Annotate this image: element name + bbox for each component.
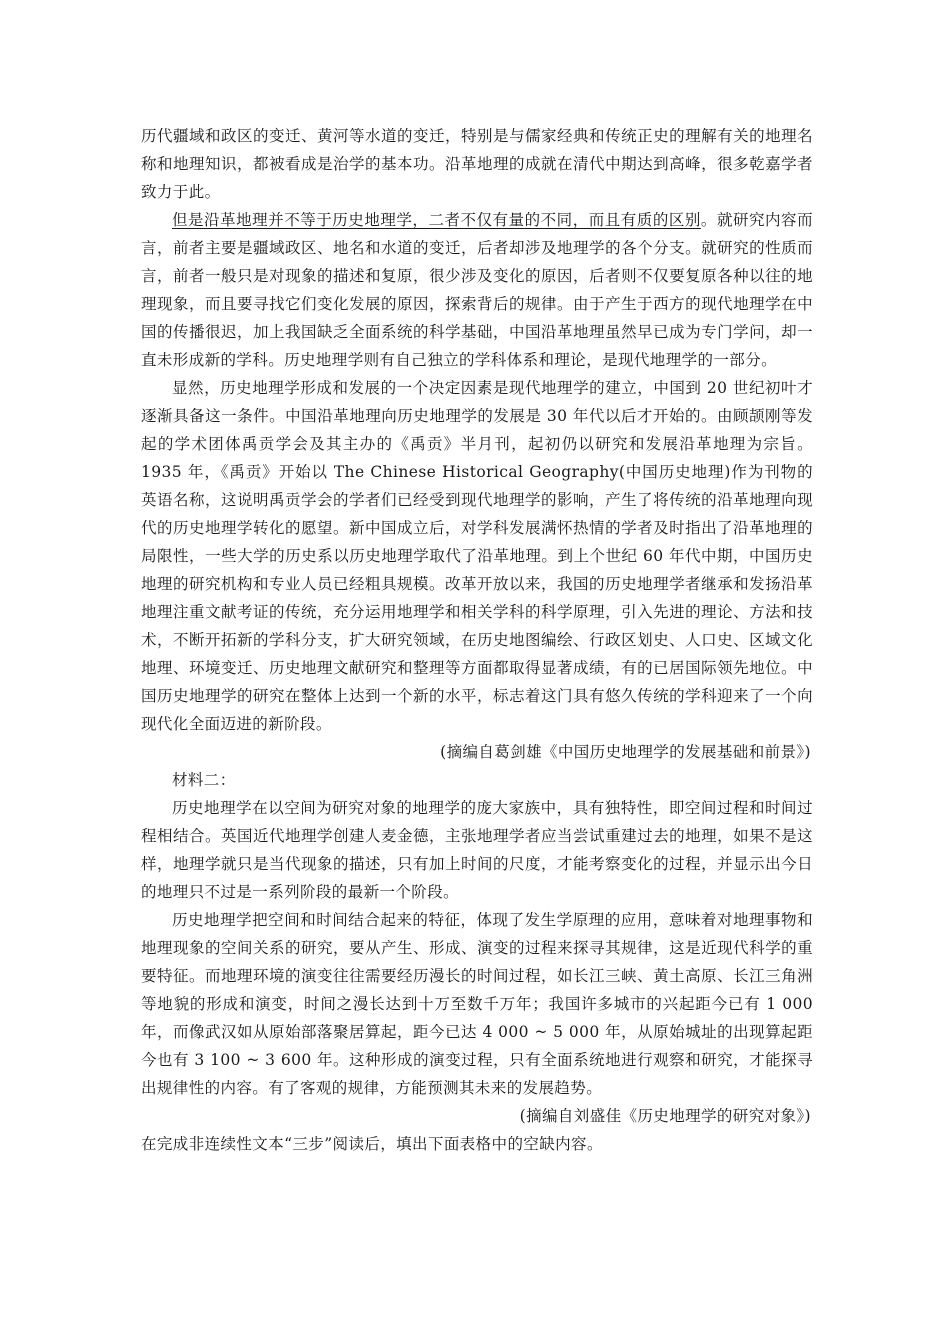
passage1-source: (摘编自葛剑雄《中国历史地理学的发展基础和前景》) [440, 743, 811, 761]
passage1-paragraph-2 [141, 206, 813, 374]
passage2-paragraph-1: 历史地理学在以空间为研究对象的地理学的庞大家族中，具有独特性，即空间过程和时间过程相结合。英国近代地理学创建人麦金德，主张地理学者应当尝试重建过去的地理，如果不是这样，地理学就只是当代现象的描述，只有加上时间的尺度，才能考察变化的过程，并显示出今日的地理只不过是一系列阶段的最新一个阶段。 [141, 799, 813, 901]
passage1-paragraph-3: 显然，历史地理学形成和发展的一个决定因素是现代地理学的建立，中国到 20 世纪初叶才逐渐具备这一条件。中国沿革地理向历史地理学的发展是 30 年代以后才开始的。由顾颉刚等发起的学术团体禹贡学会及其主办的《禹贡》半月刊，起初仍以研究和发展沿革地理为宗旨。1935 年，《禹贡》开始以 The Chinese Historical Geography(中国历史地理)作为刊物的英语名称，这说明禹贡学会的学者们已经受到现代地理学的影响，产生了将传统的沿革地理向现代的历史地理学转化的愿望。新中国成立后，对学科发展满怀热情的学者及时指出了沿革地理的局限性，一些大学的历史系以历史地理学取代了沿革地理。到上个世纪 60 年代中期，中国历史地理的研究机构和专业人员已经粗具规模。改革开放以来，我国的历史地理学者继承和发扬沿革地理注重文献考证的传统，充分运用地理学和相关学科的科学原理，引入先进的理论、方法和技术，不断开拓新的学科分支，扩大研究领域，在历史地图编绘、行政区划史、人口史、区域文化地理、环境变迁、历史地理文献研究和整理等方面都取得显著成绩，有的已居国际领先地位。中国历史地理学的研究在整体上达到一个新的水平，标志着这门具有悠久传统的学科迎来了一个向现代化全面迈进的新阶段。 [141, 379, 813, 733]
underlined-key-sentence: 但是沿革地理并不等于历史地理学，二者不仅有量的不同，而且有质的区别 [172, 211, 701, 229]
question-instruction: 在完成非连续性文本“三步”阅读后，填出下面表格中的空缺内容。 [141, 1135, 603, 1153]
paragraph-2-rest: 。就研究内容而言，前者主要是疆域政区、地名和水道的变迁，后者却涉及地理学的各个分支。就研究的性质而言，前者一般只是对现象的描述和复原，很少涉及变化的原因，后者则不仅要复原各种以往的地理现象，而且要寻找它们变化发展的原因，探索背后的规律。由于产生于西方的现代地理学在中国的传播很迟，加上我国缺乏全面系统的科学基础，中国沿革地理虽然早已成为专门学问，却一直未形成新的学科。历史地理学则有自己独立的学科体系和理论，是现代地理学的一部分。 [141, 211, 813, 369]
document-page [141, 122, 813, 1158]
passage2-paragraph-2: 历史地理学把空间和时间结合起来的特征，体现了发生学原理的应用，意味着对地理事物和地理现象的空间关系的研究，要从产生、形成、演变的过程来探寻其规律，这是近现代科学的重要特征。而地理环境的演变往往需要经历漫长的时间过程，如长江三峡、黄土高原、长江三角洲等地貌的形成和演变，时间之漫长达到十万至数千万年；我国许多城市的兴起距今已有 1 000 年，而像武汉如从原始部落聚居算起，距今已达 4 000 ~ 5 000 年，从原始城址的出现算起距今也有 3 100 ~ 3 600 年。这种形成的演变过程，只有全面系统地进行观察和研究，才能探寻出规律性的内容。有了客观的规律，方能预测其未来的发展趋势。 [141, 911, 813, 1097]
passage1-paragraph-1: 历代疆域和政区的变迁、黄河等水道的变迁，特别是与儒家经典和传统正史的理解有关的地理名称和地理知识，都被看成是治学的基本功。沿革地理的成就在清代中期达到高峰，很多乾嘉学者致力于此。 [141, 127, 813, 201]
passage2-heading: 材料二： [172, 771, 236, 789]
passage2-source: (摘编自刘盛佳《历史地理学的研究对象》) [519, 1107, 811, 1125]
